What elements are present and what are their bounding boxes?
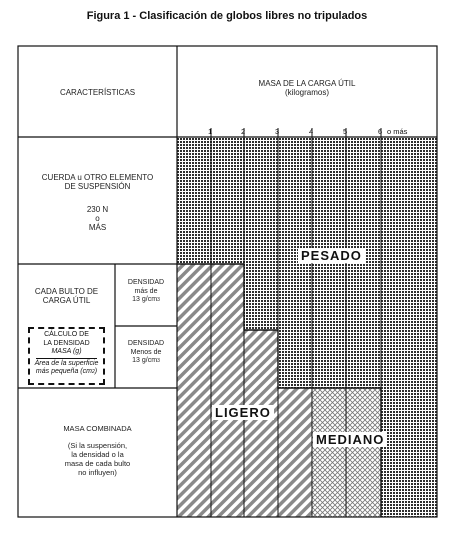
tick-6-suffix: o más: [387, 127, 408, 136]
light-region-right: [278, 388, 312, 517]
masa-carga-label: MASA DE LA CARGA ÚTIL (kilogramos): [258, 79, 356, 97]
figure-title: Figura 1 - Clasificación de globos libres no tripulados: [86, 10, 368, 22]
masa-combinada-label: MASA COMBINADA (Si la suspensión, la densidad o la masa de cada bulto no influyen): [63, 424, 132, 477]
tick-3: 3: [275, 127, 280, 136]
mediano-label: MEDIANO: [313, 432, 387, 447]
density-calculation-box: CÁLCULO DE LA DENSIDAD MASA (g) Área de la superficie más pequeña $(cm^2)$: [28, 327, 105, 385]
tick-2: 2: [241, 127, 246, 136]
densidad-menor-label: DENSIDAD Menos de 13 $g/cm^3$: [127, 340, 165, 364]
tick-6: 6: [378, 127, 383, 136]
cuerda-label: CUERDA u OTRO ELEMENTO DE SUSPENSIÓN 230 N o MÁS: [41, 173, 154, 232]
densidad-mayor-label: DENSIDAD más de 13 $g/cm^3$: [127, 279, 165, 303]
pesado-label: PESADO: [298, 248, 365, 263]
tick-1: 1: [208, 127, 213, 136]
bulto-label: CADA BULTO DE CARGA ÚTIL: [34, 287, 99, 305]
caracteristicas-label: CARACTERÍSTICAS: [59, 88, 136, 97]
tick-4: 4: [309, 127, 314, 136]
tick-5: 5: [343, 127, 348, 136]
ligero-label: LIGERO: [212, 405, 274, 420]
